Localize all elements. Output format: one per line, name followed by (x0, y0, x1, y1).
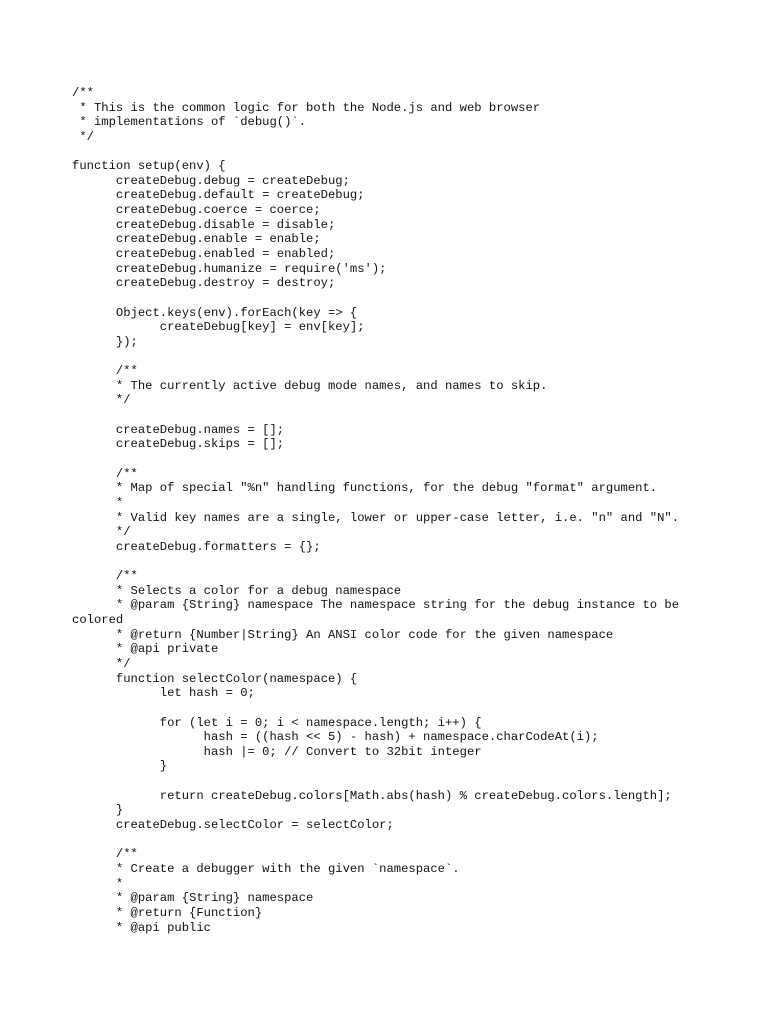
code-line (72, 774, 752, 789)
code-line: */ (72, 525, 131, 540)
code-line: * @api private (72, 642, 219, 657)
code-line: createDebug.default = createDebug; (72, 188, 365, 203)
code-line: */ (72, 393, 131, 408)
code-line: createDebug.destroy = destroy; (72, 276, 336, 291)
code-line: /** (72, 86, 94, 100)
code-line: function selectColor(namespace) { (72, 671, 358, 686)
code-line: hash = ((hash << 5) - hash) + namespace.charCodeAt(i); (72, 730, 599, 745)
code-line: for (let i = 0; i < namespace.length; i++) { (72, 715, 482, 730)
code-line (72, 701, 752, 716)
code-line: colored (72, 613, 124, 628)
code-line: createDebug.disable = disable; (72, 217, 336, 232)
code-line: /** (72, 364, 138, 379)
code-line: } (72, 759, 168, 774)
code-line: * @return {Function} (72, 905, 263, 920)
code-line: * This is the common logic for both the Node.js and web browser (72, 100, 541, 115)
code-line: * Valid key names are a single, lower or upper-case letter, i.e. "n" and "N". (72, 510, 680, 525)
code-line: createDebug.names = []; (72, 422, 285, 437)
code-line (72, 408, 752, 423)
code-line: * @api public (72, 920, 211, 935)
code-line (72, 555, 752, 570)
code-line (72, 350, 752, 365)
code-listing (72, 86, 752, 935)
code-line: hash |= 0; // Convert to 32bit integer (72, 744, 482, 759)
code-line: * (72, 876, 124, 891)
code-line: */ (72, 129, 94, 144)
code-line: Object.keys(env).forEach(key => { (72, 305, 358, 320)
code-line (72, 145, 752, 160)
code-line: return createDebug.colors[Math.abs(hash) % createDebug.colors.length]; (72, 788, 672, 803)
code-line: * Create a debugger with the given `namespace`. (72, 861, 460, 876)
code-line: function setup(env) { (72, 159, 226, 174)
code-line: } (72, 803, 124, 818)
code-line: * (72, 495, 124, 510)
code-line (72, 291, 752, 306)
code-line: createDebug.formatters = {}; (72, 539, 321, 554)
code-line: createDebug.enable = enable; (72, 232, 321, 247)
code-line: createDebug[key] = env[key]; (72, 320, 365, 335)
code-line: * The currently active debug mode names, and names to skip. (72, 378, 548, 393)
code-line: createDebug.enabled = enabled; (72, 247, 336, 262)
code-line: * Selects a color for a debug namespace (72, 583, 402, 598)
code-line: createDebug.coerce = coerce; (72, 203, 321, 218)
code-line: * @param {String} namespace The namespace string for the debug instance to be (72, 598, 680, 613)
code-line: /** (72, 847, 138, 862)
code-line (72, 833, 752, 848)
code-line: /** (72, 466, 138, 481)
code-line: * @param {String} namespace (72, 891, 314, 906)
code-line: createDebug.debug = createDebug; (72, 173, 350, 188)
code-line: let hash = 0; (72, 686, 255, 701)
code-line (72, 452, 752, 467)
code-line: /** (72, 569, 138, 584)
code-line: createDebug.selectColor = selectColor; (72, 818, 394, 833)
code-line: * @return {Number|String} An ANSI color code for the given namespace (72, 627, 614, 642)
code-line: createDebug.humanize = require('ms'); (72, 261, 387, 276)
code-line: createDebug.skips = []; (72, 437, 285, 452)
code-line: * Map of special "%n" handling functions, for the debug "format" argument. (72, 481, 658, 496)
code-line: }); (72, 334, 138, 349)
code-line: */ (72, 656, 131, 671)
code-line: * implementations of `debug()`. (72, 115, 307, 130)
